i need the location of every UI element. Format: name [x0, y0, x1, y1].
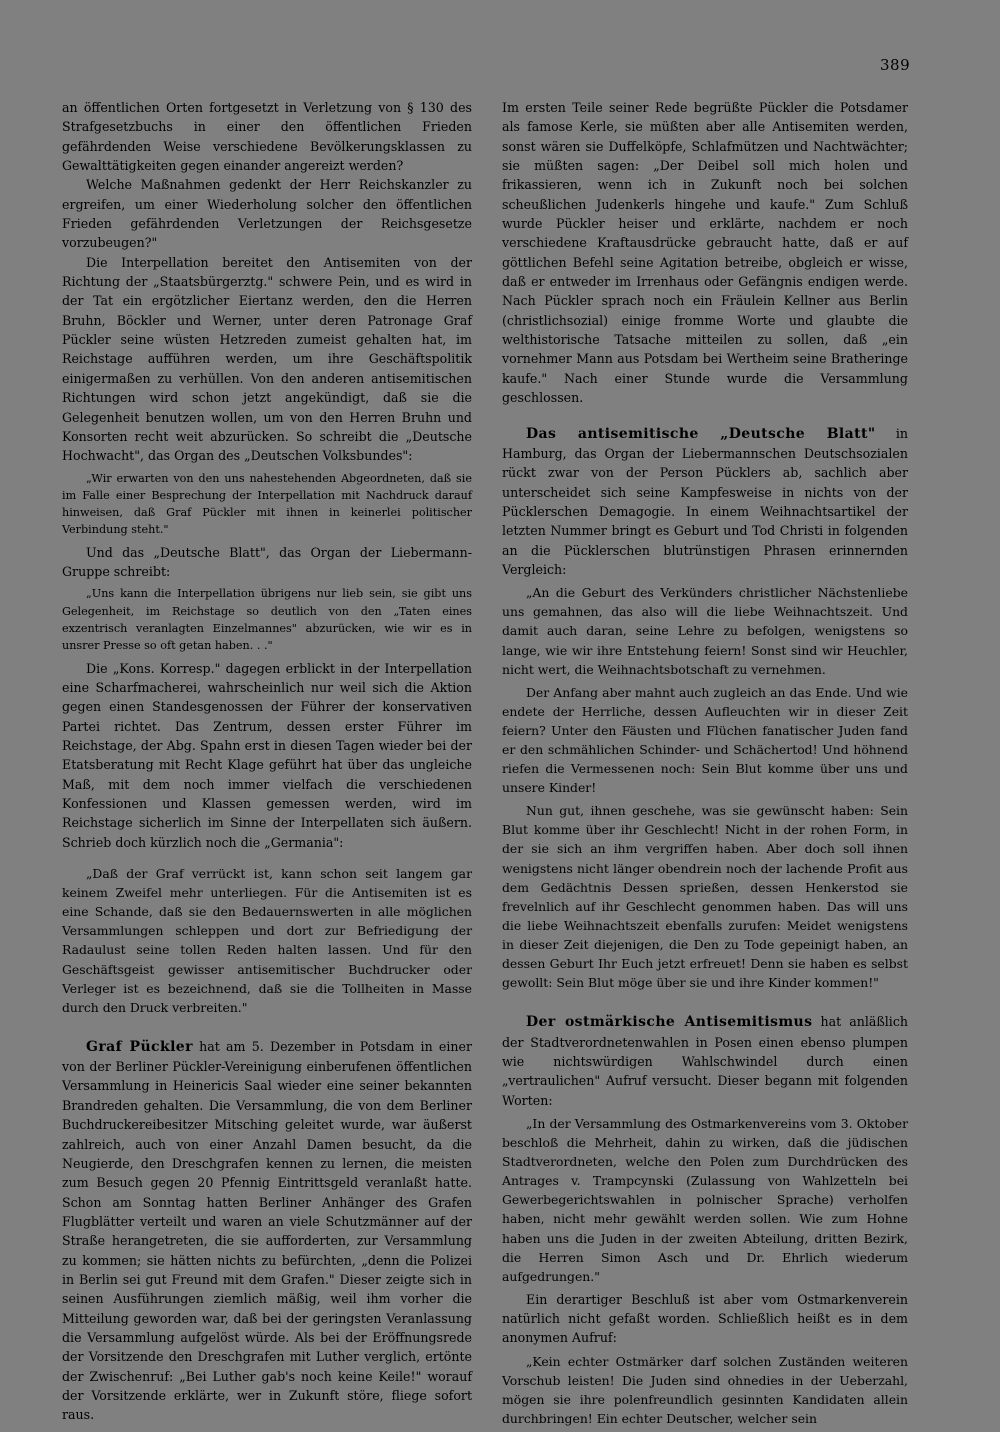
- left-paragraph-2: Welche Maßnahmen gedenkt der Herr Reichskanzler zu ergreifen, um einer Wiederholung solcher den öffentlichen Frieden gefährdenden Verletzungen der Reichsgesetze vorzubeugen?": [62, 177, 472, 251]
- left-paragraph-5: Die „Kons. Korresp." dagegen erblickt in der Interpellation eine Scharfmacherei, wahrscheinlich nur weil sich die Aktion gegen einen Standesgenossen der Führer der konservativen Partei richtet. Das Zentrum, dessen erster Führer im Reichstage, der Abg. Spahn erst in diesen Tagen wieder bei der Etatsberatung mit Recht Klage geführt hat über das ungleiche Maß, mit dem noch immer vielfach die verschiedenen Konfessionen und Klassen gemessen werden, wird im Reichstage sicherlich im Sinne der Interpellaten sich äußern. Schrieb doch kürzlich noch die „Germania":: [62, 660, 472, 850]
- right-column: [502, 98, 908, 1432]
- right-paragraph-2-text: in Hamburg, das Organ der Liebermannschen Deutschsozialen rückt zwar von der Person Pücklers ab, sachlich aber unterscheidet sich seine Kampfesweise in nichts von der Pücklerschen Demagogie. In einem Weihnachtsartikel der letzten Nummer bringt es Geburt und Tod Christi in folgenden an die Pücklerschen blutrünstigen Phrasen erinnernden Vergleich:: [502, 425, 908, 577]
- right-paragraph-4: Ein derartiger Beschluß ist aber vom Ostmarkenverein natürlich nicht gefaßt worden. Schließlich heißt es in dem anonymen Aufruf:: [502, 1291, 908, 1346]
- left-quote-1: „Wir erwarten von den uns nahestehenden Abgeordneten, daß sie im Falle einer Besprechung der Interpellation mit Nachdruck darauf hinweisen, daß Graf Pückler mit ihnen in keinerlei politischer Verbindung steht.": [62, 471, 472, 537]
- right-quote-1: „An die Geburt des Verkünders christlicher Nächstenliebe uns gemahnen, das also will die liebe Weihnachtszeit. Und damit auch daran, seine Lehre zu befolgen, wenigstens so lange, wie wir ihre Entstehung feiern! Sonst sind wir Heuchler, nicht wert, die Weihnachtsbotschaft zu vernehmen.: [502, 585, 908, 677]
- right-quote-5: „Kein echter Ostmärker darf solchen Zuständen weiteren Vorschub leisten! Die Juden sind ohnedies in der Ueberzahl, mögen sie ihre polenfreundlich gesinnten Kandidaten allein durchbringen! Ein echter Deutscher, welcher sein: [502, 1353, 908, 1427]
- right-paragraph-3: [502, 1012, 908, 1110]
- section-heading-ostmaerkische-antisemitismus: Der ostmärkische Antisemitismus: [526, 1014, 813, 1031]
- left-quote-3: „Daß der Graf verrückt ist, kann schon seit langem gar keinem Zweifel mehr unterliegen. Für die Antisemiten ist es eine Schande, daß sie den Bedauernswerten in alle möglichen Versammlungen schleppen und dort zur Befriedigung der Radaulust seine tollen Reden halten lassen. Und für den Geschäftsgeist gewisser antisemitischer Buchdrucker oder Verleger ist es bezeichnend, daß sie die Tollheiten in Masse durch den Druck verbreiten.": [62, 866, 472, 1015]
- section-heading-graf-pueckler: Graf Pückler: [86, 1038, 193, 1055]
- left-quote-2: „Uns kann die Interpellation übrigens nur lieb sein, sie gibt uns Gelegenheit, im Reichstage so deutlich von den „Taten eines exzentrisch veranlagten Einzelmannes" abzurücken, wie wir es in unsrer Presse so oft getan haben. . .": [62, 587, 472, 653]
- section-heading-deutsche-blatt: Das antisemitische „Deutsche Blatt": [526, 425, 876, 442]
- left-paragraph-1: an öffentlichen Orten fortgesetzt in Verletzung von § 130 des Strafgesetzbuchs in einer den öffentlichen Frieden gefährdenden Weise verschiedene Bevölkerungsklassen zu Gewalttätigkeiten gegen einander angereizt werden?: [62, 100, 472, 174]
- page-number: 389: [880, 56, 911, 74]
- left-paragraph-4: Und das „Deutsche Blatt", das Organ der Liebermann-Gruppe schreibt:: [62, 544, 472, 580]
- left-paragraph-6-text: hat am 5. Dezember in Potsdam in einer von der Berliner Pückler-Vereinigung einberufenen öffentlichen Versammlung in Heinericis Saal wieder eine seiner bekannten Brandreden gehalten. Die Versammlung, die von dem Berliner Buchdruckereibesitzer Mitsching geleitet wurde, war äußerst zahlreich, auch von einer Anzahl Damen besucht, da die Neugierde, den Dreschgrafen kennen zu lernen, die meisten zum Besuch gegen 20 Pfennig Eintrittsgeld veranlaßt hatte. Schon am Sonntag hatten Berliner Anhänger des Grafen Flugblätter verteilt und waren an viele Schutzmänner auf der Straße herangetreten, die sie aufforderten, zur Versammlung zu kommen; sie hätten nichts zu befürchten, „denn die Polizei in Berlin sei gut Freund mit dem Grafen." Dieser zeigte sich in seinen Ausführungen ziemlich mäßig, weil ihm vorher die Mitteilung geworden war, daß bei der geringsten Veranlassung die Versammlung aufgelöst würde. Als bei der Eröffnungsrede der Vorsitzende den Dreschgrafen mit Luther verglich, ertönte der Zwischenruf: „Bei Luther gab's noch keine Keile!" worauf der Vorsitzende erklärte, wer in Zukunft störe, fliege sofort raus.: [62, 1038, 472, 1423]
- left-paragraph-6: [62, 1037, 472, 1425]
- right-paragraph-1: Im ersten Teile seiner Rede begrüßte Pückler die Potsdamer als famose Kerle, sie müßten aber alle Antisemiten werden, sonst wären sie Duffelköpfe, Schlafmützen und Nachtwächter; sie müßten sagen: „Der Deibel soll mich holen und frikassieren, wenn ich in Zukunft noch bei solchen scheußlichen Judenkerls hingehe und kaufe." Zum Schluß wurde Pückler heiser und erklärte, nachdem er noch verschiedene Kraftausdrücke gebraucht hatte, daß er auf göttlichen Befehl seine Agitation betreibe, obgleich er wisse, daß er entweder im Irrenhaus oder Gefängnis endigen werde. Nach Pückler sprach noch ein Fräulein Kellner aus Berlin (christlichsozial) einige fromme Worte und glaubte die welthistorische Tatsache mitteilen zu sollen, daß „ein vornehmer Mann aus Potsdam bei Wertheim seine Bratheringe kaufe." Nach einer Stunde wurde die Versammlung geschlossen.: [502, 100, 908, 406]
- left-column: [62, 98, 472, 1425]
- right-quote-4: „In der Versammlung des Ostmarkenvereins vom 3. Oktober beschloß die Mehrheit, dahin zu wirken, daß die jüdischen Stadtverordneten, welche den Polen zum Durchdrücken des Antrages v. Trampcynski (Zulassung von Wahlzetteln bei Gewerbegerichtswahlen in polnischer Sprache) verholfen haben, nicht mehr gewählt werden sollen. Wie zum Hohne haben uns die Juden in der zweiten Abteilung, dritten Bezirk, die Herren Simon Asch und Dr. Ehrlich wiederum aufgedrungen.": [502, 1115, 908, 1284]
- right-paragraph-3-text: hat anläßlich der Stadtverordnetenwahlen in Posen einen ebenso plumpen wie nichtswürdigen Wahlschwindel durch einen „vertraulichen" Aufruf versucht. Dieser begann mit folgenden Worten:: [502, 1014, 908, 1108]
- left-paragraph-3: Die Interpellation bereitet den Antisemiten von der Richtung der „Staatsbürgerztg." schwere Pein, und es wird in der Tat ein ergötzlicher Eiertanz werden, den die Herren Bruhn, Böckler und Werner, unter deren Patronage Graf Pückler seine wüsten Hetzreden zumeist gehalten hat, im Reichstage aufführen werden, um ihre Geschäftspolitik einigermaßen zu verhüllen. Von den anderen antisemitischen Richtungen wird schon jetzt angekündigt, daß sie die Gelegenheit benutzen wollen, um von den Herren Bruhn und Konsorten recht weit abzurücken. So schreibt die „Deutsche Hochwacht", das Organ des „Deutschen Volksbundes":: [62, 254, 472, 464]
- right-paragraph-2: [502, 424, 908, 580]
- right-quote-3: Nun gut, ihnen geschehe, was sie gewünscht haben: Sein Blut komme über ihr Geschlecht! Nicht in der rohen Form, in der sie sich an ihm vergriffen haben. Aber doch soll ihnen wenigstens nicht länger obendrein noch der lachende Profit aus dem Gedächtnis Dessen sprießen, dessen Henkerstod sie frevelnlich auf ihr Geschlecht genommen haben. Das will uns die liebe Weihnachtszeit ebenfalls zurufen: Meidet wenigstens in dieser Zeit diejenigen, die Den zu Tode gepeinigt haben, an dessen Geburt Ihr Euch jetzt erfreuet! Denn sie haben es selbst gewollt: Sein Blut möge über sie und ihre Kinder kommen!": [502, 803, 908, 991]
- right-quote-2: Der Anfang aber mahnt auch zugleich an das Ende. Und wie endete der Herrliche, dessen Aufleuchten wir in dieser Zeit feiern? Unter den Fäusten und Flüchen fanatischer Juden fand er den schmählichen Schinder- und Schächertod! Und höhnend riefen die Vermessenen noch: Sein Blut komme über uns und unsere Kinder!: [502, 684, 908, 796]
